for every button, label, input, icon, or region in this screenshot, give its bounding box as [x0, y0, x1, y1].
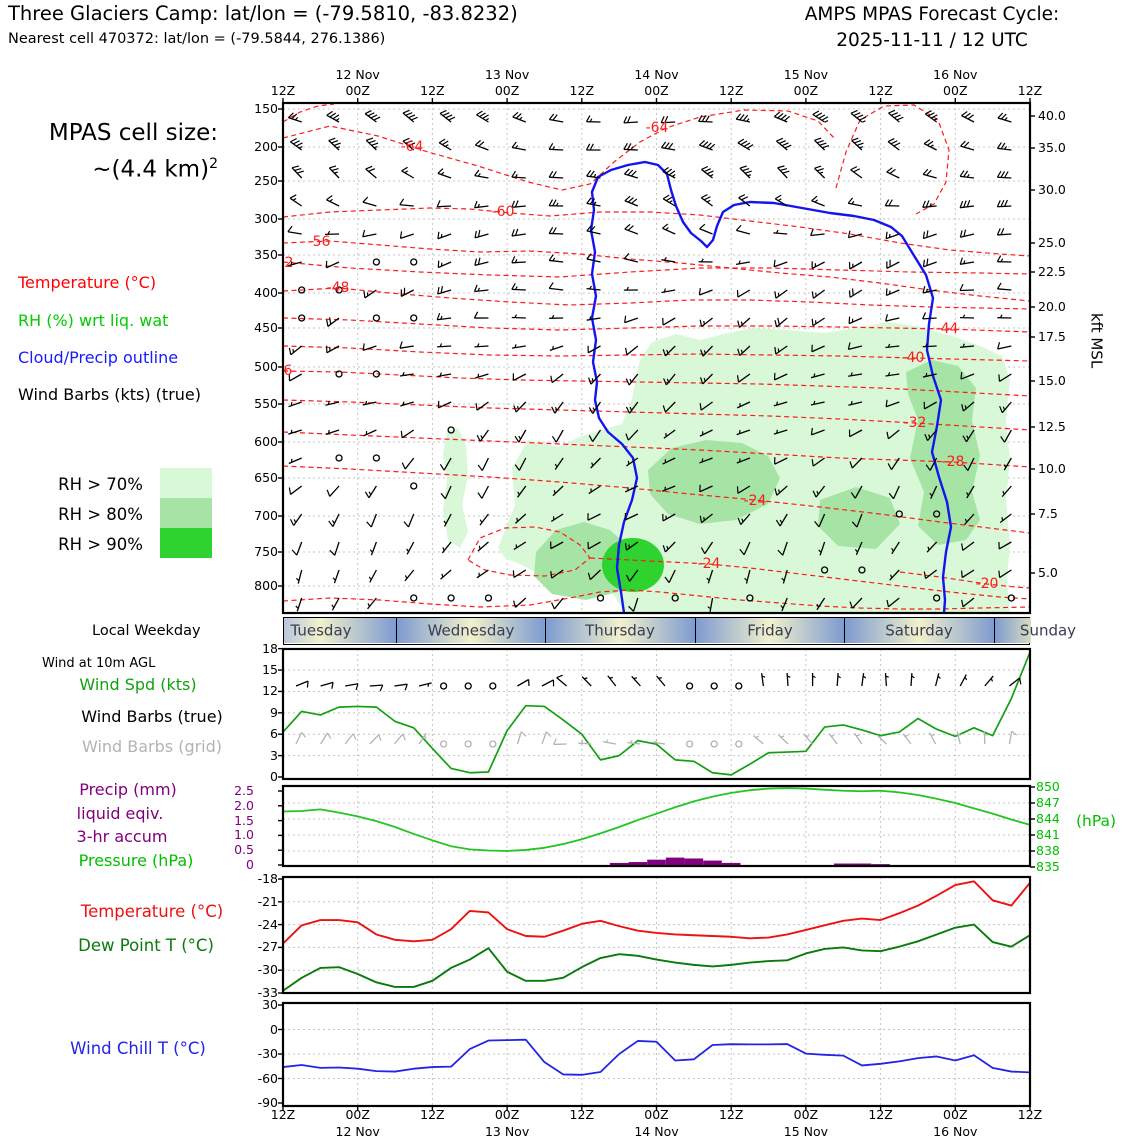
- wind-gridlines: [283, 649, 1030, 779]
- time-tick-bottom: 12Z: [569, 1106, 595, 1122]
- temp-panel-frame: [283, 877, 1030, 993]
- rh90-swatch: [160, 528, 212, 558]
- date-label-top: 14 Nov: [634, 66, 679, 82]
- wind-speed-tick: 12: [262, 683, 278, 699]
- kft-tick: 35.0: [1038, 139, 1066, 155]
- legend-windbarbs: Wind Barbs (kts) (true): [18, 385, 201, 404]
- date-label-top: 15 Nov: [783, 66, 829, 82]
- day-label-thursday: Thursday: [585, 621, 655, 640]
- temperature-tick: -24: [257, 916, 278, 932]
- precip-label-1: Precip (mm): [79, 780, 177, 799]
- forecast-cycle-value: 2025-11-11 / 12 UTC: [836, 30, 1028, 51]
- date-label-bottom: 14 Nov: [634, 1123, 679, 1139]
- time-tick-top: 00Z: [345, 82, 370, 98]
- temperature-tick: -21: [257, 893, 278, 909]
- day-label-friday: Friday: [747, 621, 793, 640]
- wind-chill-tick: -90: [257, 1094, 278, 1110]
- wind-chill-label: Wind Chill T (°C): [70, 1039, 206, 1058]
- pressure-hpa-tick: 835: [1036, 858, 1060, 874]
- time-tick-bottom: 00Z: [793, 1106, 819, 1122]
- date-label-top: 12 Nov: [335, 66, 380, 82]
- wind-speed-tick: 6: [270, 726, 278, 742]
- page-title: Three Glaciers Camp: lat/lon = (-79.5810, -83.8232): [8, 2, 518, 25]
- pressure-tick: 750: [254, 543, 278, 559]
- day-label-tuesday: Tuesday: [290, 621, 352, 640]
- pressure-label: Pressure (hPa): [78, 851, 194, 870]
- time-tick-bottom: 12Z: [1017, 1106, 1043, 1122]
- precip-tick: 0.5: [234, 842, 254, 857]
- pressure-tick: 700: [254, 507, 278, 523]
- time-tick-bottom: 00Z: [494, 1106, 520, 1122]
- time-tick-top: 00Z: [644, 82, 669, 98]
- precip-bars: [610, 858, 890, 865]
- wind-speed-tick: 18: [262, 640, 278, 656]
- svg-text:-24: -24: [743, 493, 767, 509]
- pressure-tick: 450: [254, 319, 278, 335]
- kft-tick: 40.0: [1038, 107, 1066, 123]
- kft-tick: 12.5: [1038, 418, 1066, 434]
- svg-text:2: 2: [284, 255, 294, 271]
- date-label-top: 13 Nov: [484, 66, 530, 82]
- precip-tick: 2.0: [234, 797, 254, 813]
- precip-tick: 1.5: [234, 812, 254, 828]
- rh-shading: [443, 322, 1010, 613]
- time-tick-top: 00Z: [793, 82, 819, 98]
- precip-label-3: 3-hr accum: [76, 827, 168, 846]
- time-tick-bottom: 12Z: [420, 1106, 445, 1122]
- wind-chill-tick: -30: [257, 1045, 278, 1061]
- pressure-tick: 350: [254, 246, 278, 262]
- legend-rh: RH (%) wrt liq. wat: [18, 311, 169, 330]
- svg-text:-20: -20: [975, 576, 999, 592]
- legend-temperature: Temperature (°C): [18, 273, 157, 292]
- dew-point-label: Dew Point T (°C): [78, 936, 214, 955]
- day-label-wednesday: Wednesday: [427, 621, 515, 640]
- svg-text:-24: -24: [697, 556, 721, 572]
- svg-text:-44: -44: [935, 321, 959, 337]
- pressure-tick: 400: [254, 284, 278, 300]
- temp-gridlines: [283, 877, 1030, 993]
- pressure-hpa-tick: 838: [1036, 842, 1060, 858]
- wind-speed-tick: 0: [270, 768, 278, 784]
- precip-tick: 2.5: [234, 782, 254, 798]
- date-label-bottom: 15 Nov: [783, 1123, 829, 1139]
- time-tick-bottom: 00Z: [345, 1106, 370, 1122]
- time-tick-bottom: 12Z: [868, 1106, 893, 1122]
- wind-spd-label: Wind Spd (kts): [79, 675, 197, 694]
- pressure-tick: 200: [254, 138, 278, 154]
- rh90-label: RH > 90%: [58, 535, 143, 554]
- kft-tick: 25.0: [1038, 234, 1066, 250]
- precip-tick: 1.0: [234, 827, 254, 843]
- pressure-hpa-tick: 844: [1036, 810, 1060, 826]
- rh80-swatch: [160, 498, 212, 528]
- local-weekday-label: Local Weekday: [92, 623, 201, 639]
- date-label-bottom: 12 Nov: [335, 1123, 380, 1139]
- kft-tick: 17.5: [1038, 328, 1066, 344]
- date-label-bottom: 16 Nov: [933, 1123, 978, 1139]
- svg-text:6: 6: [283, 363, 293, 379]
- kft-tick: 5.0: [1038, 564, 1058, 580]
- temperature-tick: -27: [257, 939, 278, 955]
- kft-tick: 30.0: [1038, 181, 1066, 197]
- pressure-tick: 250: [254, 172, 278, 188]
- time-tick-bottom: 00Z: [644, 1106, 669, 1122]
- kft-tick: 10.0: [1038, 460, 1066, 476]
- kft-tick: 20.0: [1038, 298, 1066, 314]
- pressure-hpa-tick: 841: [1036, 826, 1060, 842]
- svg-text:-48: -48: [326, 280, 350, 296]
- pressure-tick: 550: [254, 395, 278, 411]
- day-label-saturday: Saturday: [885, 621, 953, 640]
- svg-text:-56: -56: [307, 234, 331, 250]
- time-tick-top: 00Z: [943, 82, 968, 98]
- chill-gridlines: [283, 1003, 1030, 1106]
- page-subtitle: Nearest cell 470372: lat/lon = (-79.5844, 276.1386): [8, 31, 386, 47]
- kft-msl-axis-label: kft MSL: [1087, 313, 1106, 369]
- time-tick-top: 12Z: [420, 82, 445, 98]
- wind-barbs-grid-label: Wind Barbs (grid): [81, 737, 223, 756]
- pressure-hpa-tick: 847: [1036, 794, 1060, 810]
- pressure-tick: 600: [254, 433, 278, 449]
- wind-speed-tick: 9: [270, 704, 278, 720]
- time-tick-bottom: 00Z: [943, 1106, 968, 1122]
- time-tick-top: 12Z: [868, 82, 893, 98]
- temperature-tick: -30: [257, 962, 278, 977]
- precip-gridlines: [283, 786, 1030, 866]
- kft-tick: 22.5: [1038, 263, 1066, 279]
- svg-text:-32: -32: [903, 415, 927, 431]
- temperature-tick: -33: [257, 984, 278, 1000]
- hpa-unit-label: (hPa): [1076, 812, 1117, 830]
- wind-chill-tick: 30: [262, 996, 278, 1012]
- temperature-label: Temperature (°C): [80, 902, 224, 921]
- date-label-top: 16 Nov: [933, 66, 978, 82]
- svg-text:-28: -28: [941, 454, 965, 470]
- cell-size-value: ~(4.4 km)$^2$: [92, 156, 218, 183]
- rh70-label: RH > 70%: [58, 475, 143, 494]
- svg-text:-64: -64: [400, 139, 424, 155]
- wind-barbs-true-label: Wind Barbs (true): [81, 707, 223, 726]
- svg-text:-40: -40: [901, 350, 925, 366]
- kft-tick: 7.5: [1038, 505, 1058, 521]
- rh80-label: RH > 80%: [58, 505, 143, 524]
- time-tick-bottom: 12Z: [270, 1106, 296, 1122]
- legend-cloud: Cloud/Precip outline: [18, 348, 179, 367]
- pressure-tick: 650: [254, 469, 278, 485]
- pressure-tick: 300: [254, 210, 278, 226]
- wind-10m-label: Wind at 10m AGL: [42, 656, 156, 671]
- pressure-tick: 150: [254, 100, 278, 116]
- wind-chill-tick: -60: [257, 1070, 278, 1086]
- time-tick-top: 12Z: [1017, 82, 1043, 98]
- svg-text:-60: -60: [491, 204, 515, 220]
- forecast-cycle-label: AMPS MPAS Forecast Cycle:: [804, 4, 1060, 25]
- time-tick-top: 00Z: [494, 82, 520, 98]
- day-label-sunday: Sunday: [1019, 621, 1077, 640]
- cell-size-label: MPAS cell size:: [48, 120, 218, 146]
- pressure-tick: 800: [254, 577, 278, 593]
- rh70-swatch: [160, 468, 212, 498]
- wind-chill-tick: 0: [270, 1021, 278, 1037]
- pressure-hpa-tick: 850: [1036, 778, 1060, 794]
- time-tick-top: 12Z: [270, 82, 296, 98]
- precip-label-2: liquid eqiv.: [76, 804, 164, 823]
- precip-tick: 0: [246, 856, 254, 872]
- wind-speed-tick: 3: [270, 747, 278, 763]
- temperature-tick: -18: [257, 870, 278, 886]
- time-tick-bottom: 12Z: [718, 1106, 744, 1122]
- pressure-tick: 500: [254, 358, 278, 374]
- time-tick-top: 12Z: [718, 82, 744, 98]
- svg-text:-64: -64: [645, 120, 669, 136]
- time-tick-top: 12Z: [569, 82, 595, 98]
- date-label-bottom: 13 Nov: [484, 1123, 530, 1139]
- kft-tick: 15.0: [1038, 372, 1066, 388]
- wind-barbs-rows: [296, 673, 1021, 747]
- wind-speed-tick: 15: [262, 661, 278, 677]
